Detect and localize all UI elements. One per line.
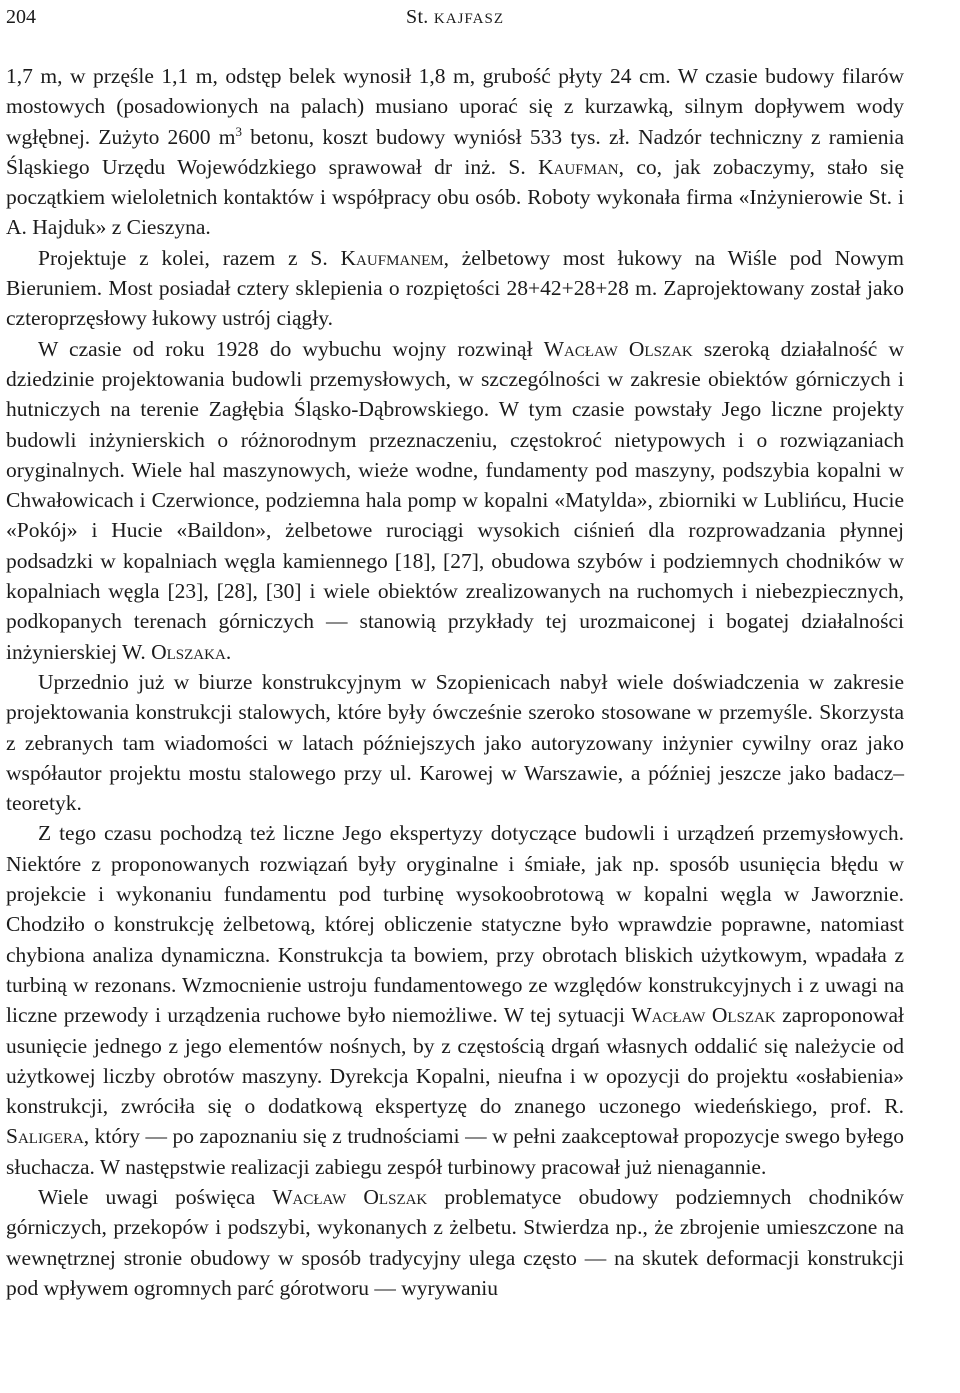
running-head — [6, 2, 904, 34]
text-run: , żelbetowy most łukowy na Wiśle pod Nowym Bieruniem. Most posiadał cztery sklepienia o rozpiętości 28+42+28+28 m. Zaprojektowany został jako czteroprzęsłowy łukowy ustrój ciągły. — [6, 245, 904, 331]
paragraph — [6, 334, 904, 667]
paragraph — [6, 818, 904, 1182]
text-run: zaproponował usunięcie jednego z jego elementów nośnych, by z częstością drgań własnych oddalić się należycie od użytkowej liczby obrotów maszyny. Dyrekcja Kopalni, nieufna i w opozycji do projektu «osłabienia» konstrukcji, zwróciła się o dodatkową ekspertyzę do znanego uczonego wiedeńskiego, prof. R. — [6, 1003, 904, 1119]
document-page — [6, 0, 904, 1393]
text-run: betonu, koszt budowy wyniósł 533 tys. zł. Nadzór techniczny z ramienia Śląskiego Urzędu Wojewódzkiego sprawował dr inż. S. — [6, 124, 904, 179]
body-text — [6, 61, 904, 1303]
text-run: problematyce obudowy podziemnych chodników górniczych, przekopów i podszybi, wykonanych z żelbetu. Stwierdza np., że zbrojenie umieszczone na wewnętrznej stronie obudowy w sposób tradycyjny ulega często — na skutek deformacji konstrukcji pod wpływem ogromnych parć górotworu — wyrywaniu — [6, 1184, 904, 1300]
running-head-author: KAJFASZ — [433, 11, 504, 27]
paragraph — [6, 667, 904, 818]
paragraph — [6, 61, 904, 243]
page-number: 204 — [6, 6, 36, 28]
page-header — [6, 2, 904, 32]
person-name: Kaufman — [538, 154, 619, 179]
text-run: Z tego czasu pochodzą też liczne Jego ekspertyzy dotyczące budowli i urządzeń przemysłowych. Niektóre z proponowanych rozwiązań były oryginalne i śmiałe, jak np. sposób usunięcia błędu w projekcie i wykonaniu fundamentu pod turbinę wysokoobrotową w kopalni węgla w Jaworznie. Chodziło o konstrukcję żelbetową, której obliczenie statyczne było wprawdzie poprawne, natomiast chybiona analiza dynamiczna. Konstrukcja ta bowiem, przy obrotach bliskich użytkowym, wpadała z turbiną w rezonans. Wzmocnienie ustroju fundamentowego ze względów konstrukcyjnych i z uwagi na liczne przewody i urządzenia ruchowe było niemożliwe. W tej sytuacji — [6, 821, 904, 1028]
text-run: , który — po zapoznaniu się z trudnościami — w pełni zaakceptował propozycje swego byłego słuchacza. W następstwie realizacji zabiegu zespół turbinowy pracował już nienagannie. — [6, 1124, 904, 1179]
paragraph — [6, 243, 904, 334]
person-name: Kaufmanem — [340, 245, 444, 270]
person-name: Wacław Olszak — [272, 1184, 428, 1209]
person-name: Saligera — [6, 1124, 84, 1149]
text-run: Uprzednio już w biurze konstrukcyjnym w Szopienicach nabył wiele doświadczenia w zakresie projektowania konstrukcji stalowych, które były ówcześnie szeroko stosowane w przemyśle. Skorzysta z zebranych tam wiadomości w latach późniejszych jako autoryzowany inżynier cywilny oraz jako współautor projektu mostu stalowego przy ul. Karowej w Warszawie, a później jeszcze jako badacz–teoretyk. — [6, 669, 904, 816]
running-head-prefix: St. — [406, 6, 434, 28]
text-run: Wiele uwagi poświęca — [38, 1184, 273, 1209]
text-run: W czasie od roku 1928 do wybuchu wojny rozwinął — [38, 336, 544, 361]
text-run: szeroką działalność w dziedzinie projektowania budowli przemysłowych, w szczególności w zakresie obiektów górniczych i hutniczych na terenie Zagłębia Śląsko-Dąbrowskiego. W tym czasie powstały Jego liczne projekty budowli inżynierskich o różnorodnym przeznaczeniu, częstokroć nietypowych i o rozwiązaniach oryginalnych. Wiele hal maszynowych, wieże wodne, fundamenty pod maszyny, podszybia kopalni w Chwałowicach i Czerwionce, podziemna hala pomp w kopalni «Matylda», zbiorniki w Lublińcu, Hucie «Pokój» i Hucie «Baildon», żelbetowe rurociągi wysokich ciśnień dla rozprowadzania płynnej podsadzki w kopalniach węgla kamiennego [18], [27], obudowa szybów i podziemnych chodników w kopalniach węgla [23], [28], [30] i wiele obiektów zrealizowanych na ruchomych i niebezpiecznych, podkopanych terenach górniczych — stanowią przykłady tej urozmaiconej i bogatej działalności inżynierskiej W. — [6, 336, 904, 664]
text-run: 1,7 m, w przęśle 1,1 m, odstęp belek wynosił 1,8 m, grubość płyty 24 cm. W czasie budowy filarów mostowych (posadowionych na palach) musiano uporać się z kurzawką, silnym dopływem wody wgłębnej. Zużyto 2600 m — [6, 64, 904, 149]
text-run: , co, jak zobaczymy, stało się początkiem wieloletnich kontaktów i współpracy obu osób. Roboty wykonała firma «Inżynierowie St. i A. Hajduk» z Cieszyna. — [6, 154, 905, 240]
person-name: Olszaka — [151, 639, 226, 664]
text-run: . — [225, 639, 232, 664]
text-run: Projektuje z kolei, razem z S. — [38, 245, 341, 270]
person-name: Wacław Olszak — [543, 336, 693, 361]
person-name: Wacław Olszak — [631, 1003, 776, 1028]
paragraph — [6, 1182, 904, 1303]
superscript: 3 — [235, 123, 243, 139]
